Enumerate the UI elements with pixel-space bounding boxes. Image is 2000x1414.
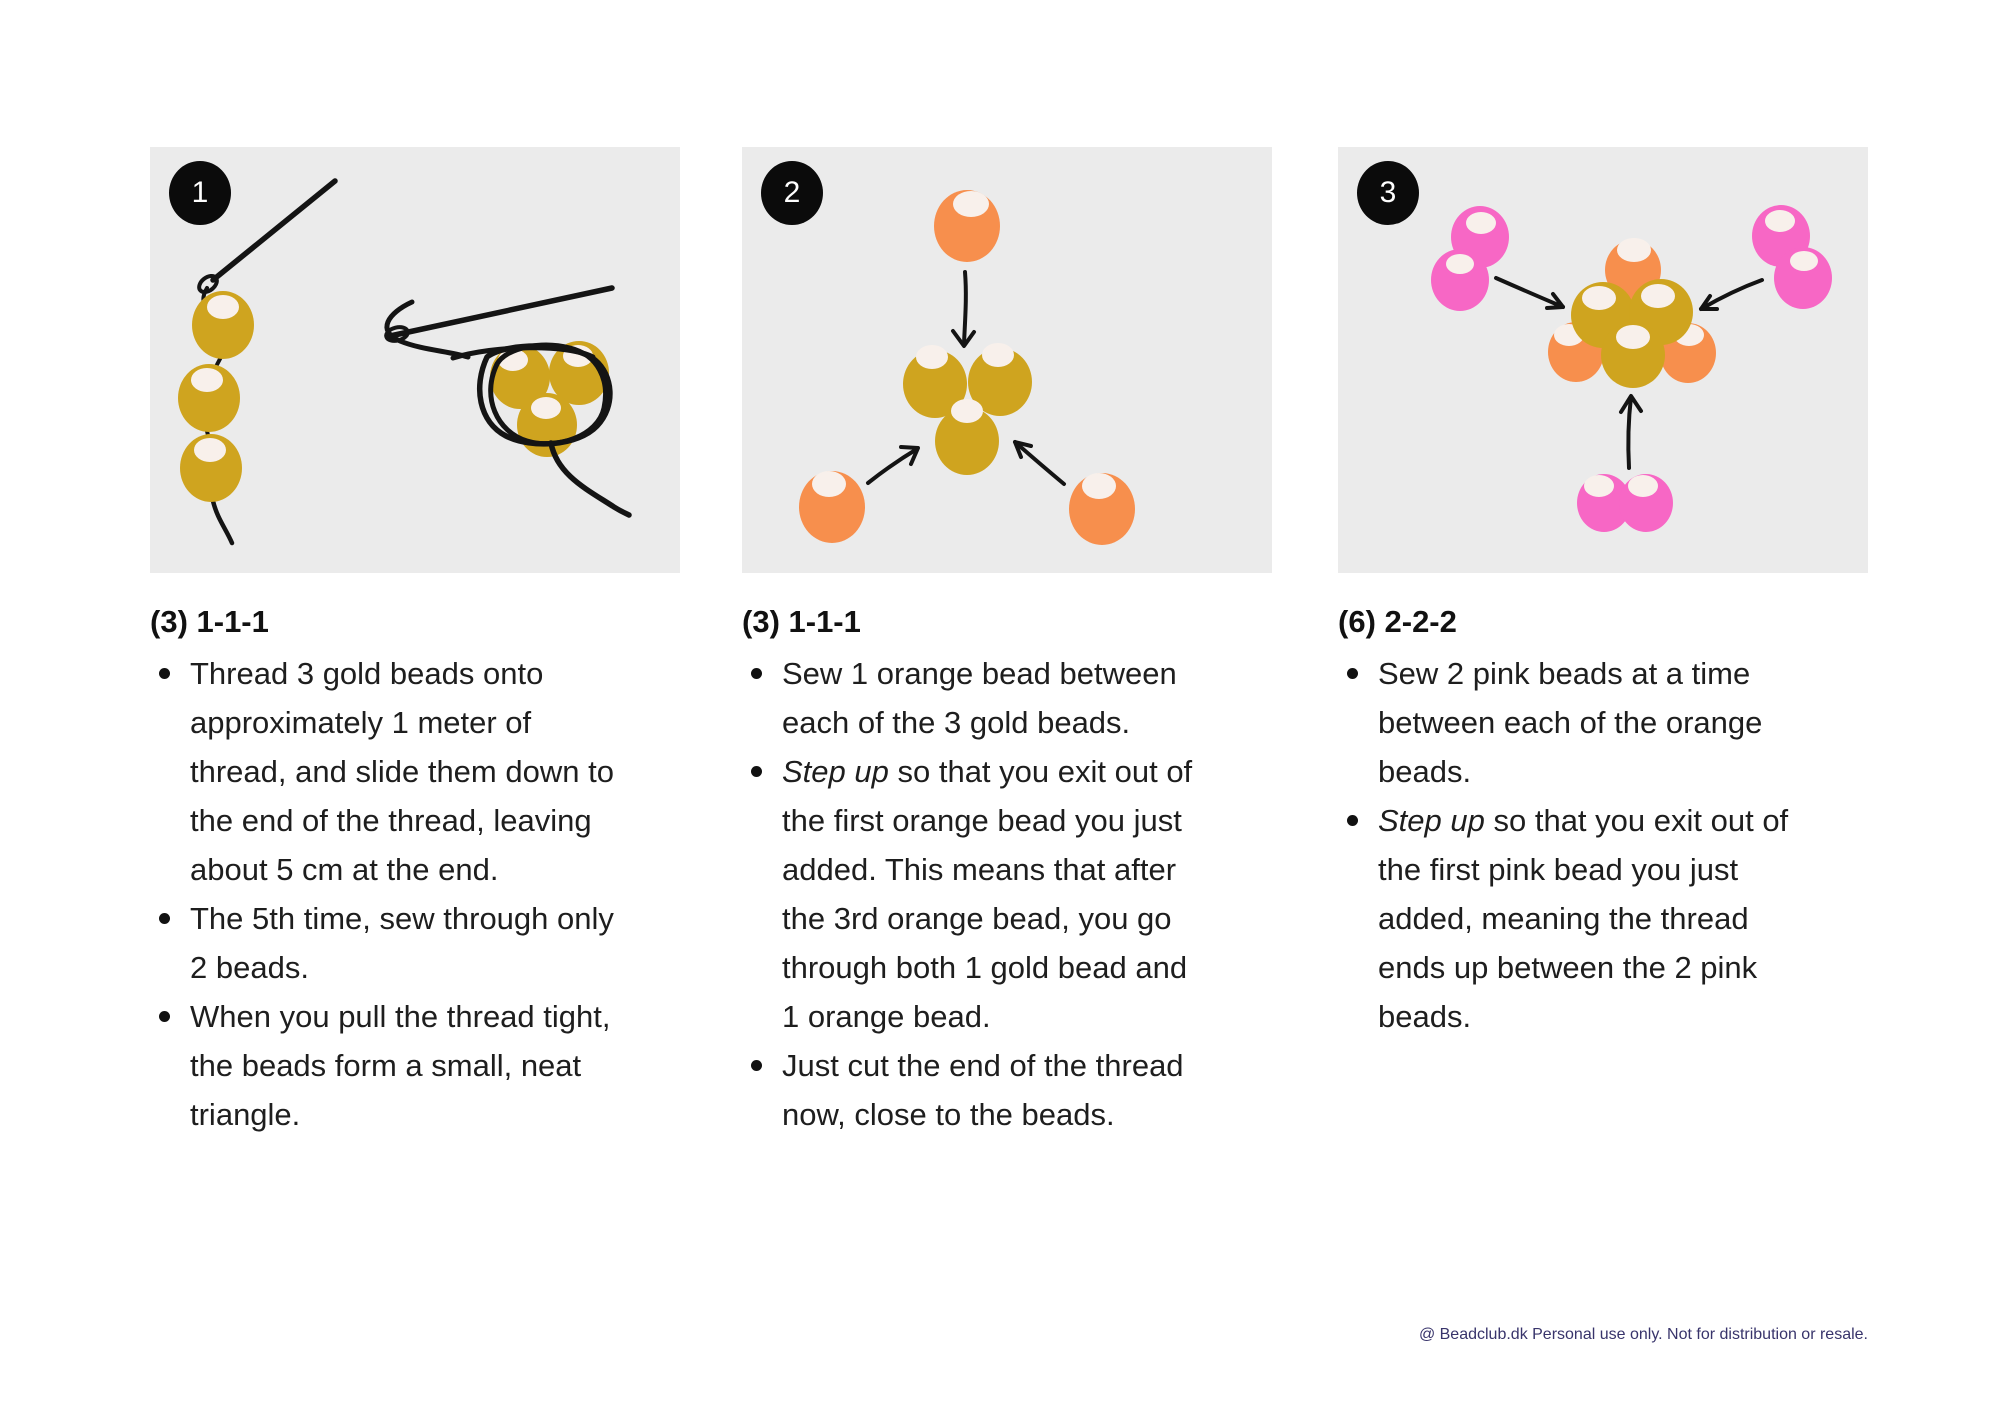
instruction-bullet: Just cut the end of the thread now, close to the beads.	[742, 1041, 1210, 1139]
step-column-1	[150, 147, 680, 1139]
instruction-list-2	[742, 649, 1272, 1139]
instruction-bullet: Thread 3 gold beads onto approximately 1 meter of thread, and slide them down to the end of the thread, leaving about 5 cm at the end.	[150, 649, 618, 894]
step-column-3	[1338, 147, 1868, 1139]
panel-2	[742, 147, 1272, 573]
step-badge-2: 2	[761, 161, 823, 225]
instruction-bullet: The 5th time, sew through only 2 beads.	[150, 894, 618, 992]
step-heading-1: (3) 1-1-1	[150, 604, 269, 639]
pink-bead-pair	[1577, 474, 1673, 532]
arrow-down-icon	[953, 272, 974, 346]
pink-bead-pair	[1752, 205, 1832, 309]
panel-3-illustration	[1338, 147, 1868, 573]
arrow-up-right-icon	[868, 447, 918, 483]
arrow-up-icon	[1621, 396, 1641, 468]
step-heading-3: (6) 2-2-2	[1338, 604, 1457, 639]
instruction-bullet: Step up so that you exit out of the first pink bead you just added, meaning the thread ends up between the 2 pink beads.	[1338, 796, 1806, 1041]
panel-1-illustration	[150, 147, 680, 573]
copyright-notice: @ Beadclub.dk Personal use only. Not for distribution or resale.	[1418, 1326, 1868, 1343]
instruction-list-1	[150, 649, 680, 1139]
instruction-bullet: Step up so that you exit out of the first orange bead you just added. This means that after the 3rd orange bead, you go through both 1 gold bead and 1 orange bead.	[742, 747, 1210, 1041]
gold-bead-strand	[178, 291, 254, 502]
instruction-sheet	[150, 147, 1868, 1139]
arrow-right-icon	[1496, 278, 1563, 308]
arrow-left-icon	[1701, 280, 1762, 309]
instruction-bullet: Sew 2 pink beads at a time between each of the orange beads.	[1338, 649, 1806, 796]
panel-2-illustration	[742, 147, 1272, 573]
pink-bead-pair	[1431, 206, 1509, 311]
step-badge-3: 3	[1357, 161, 1419, 225]
instruction-bullet: Sew 1 orange bead between each of the 3 gold beads.	[742, 649, 1210, 747]
thread-loop	[387, 302, 629, 515]
panel-3	[1338, 147, 1868, 573]
instruction-bullet: When you pull the thread tight, the beads form a small, neat triangle.	[150, 992, 618, 1139]
step-badge-1: 1	[169, 161, 231, 225]
orange-bead	[934, 190, 1000, 262]
needle-icon	[385, 288, 612, 343]
step-column-2	[742, 147, 1272, 1139]
orange-bead	[799, 471, 865, 543]
step-heading-2: (3) 1-1-1	[742, 604, 861, 639]
arrow-up-left-icon	[1015, 442, 1064, 484]
panel-1	[150, 147, 680, 573]
orange-bead	[1069, 473, 1135, 545]
instruction-list-3	[1338, 649, 1868, 1041]
